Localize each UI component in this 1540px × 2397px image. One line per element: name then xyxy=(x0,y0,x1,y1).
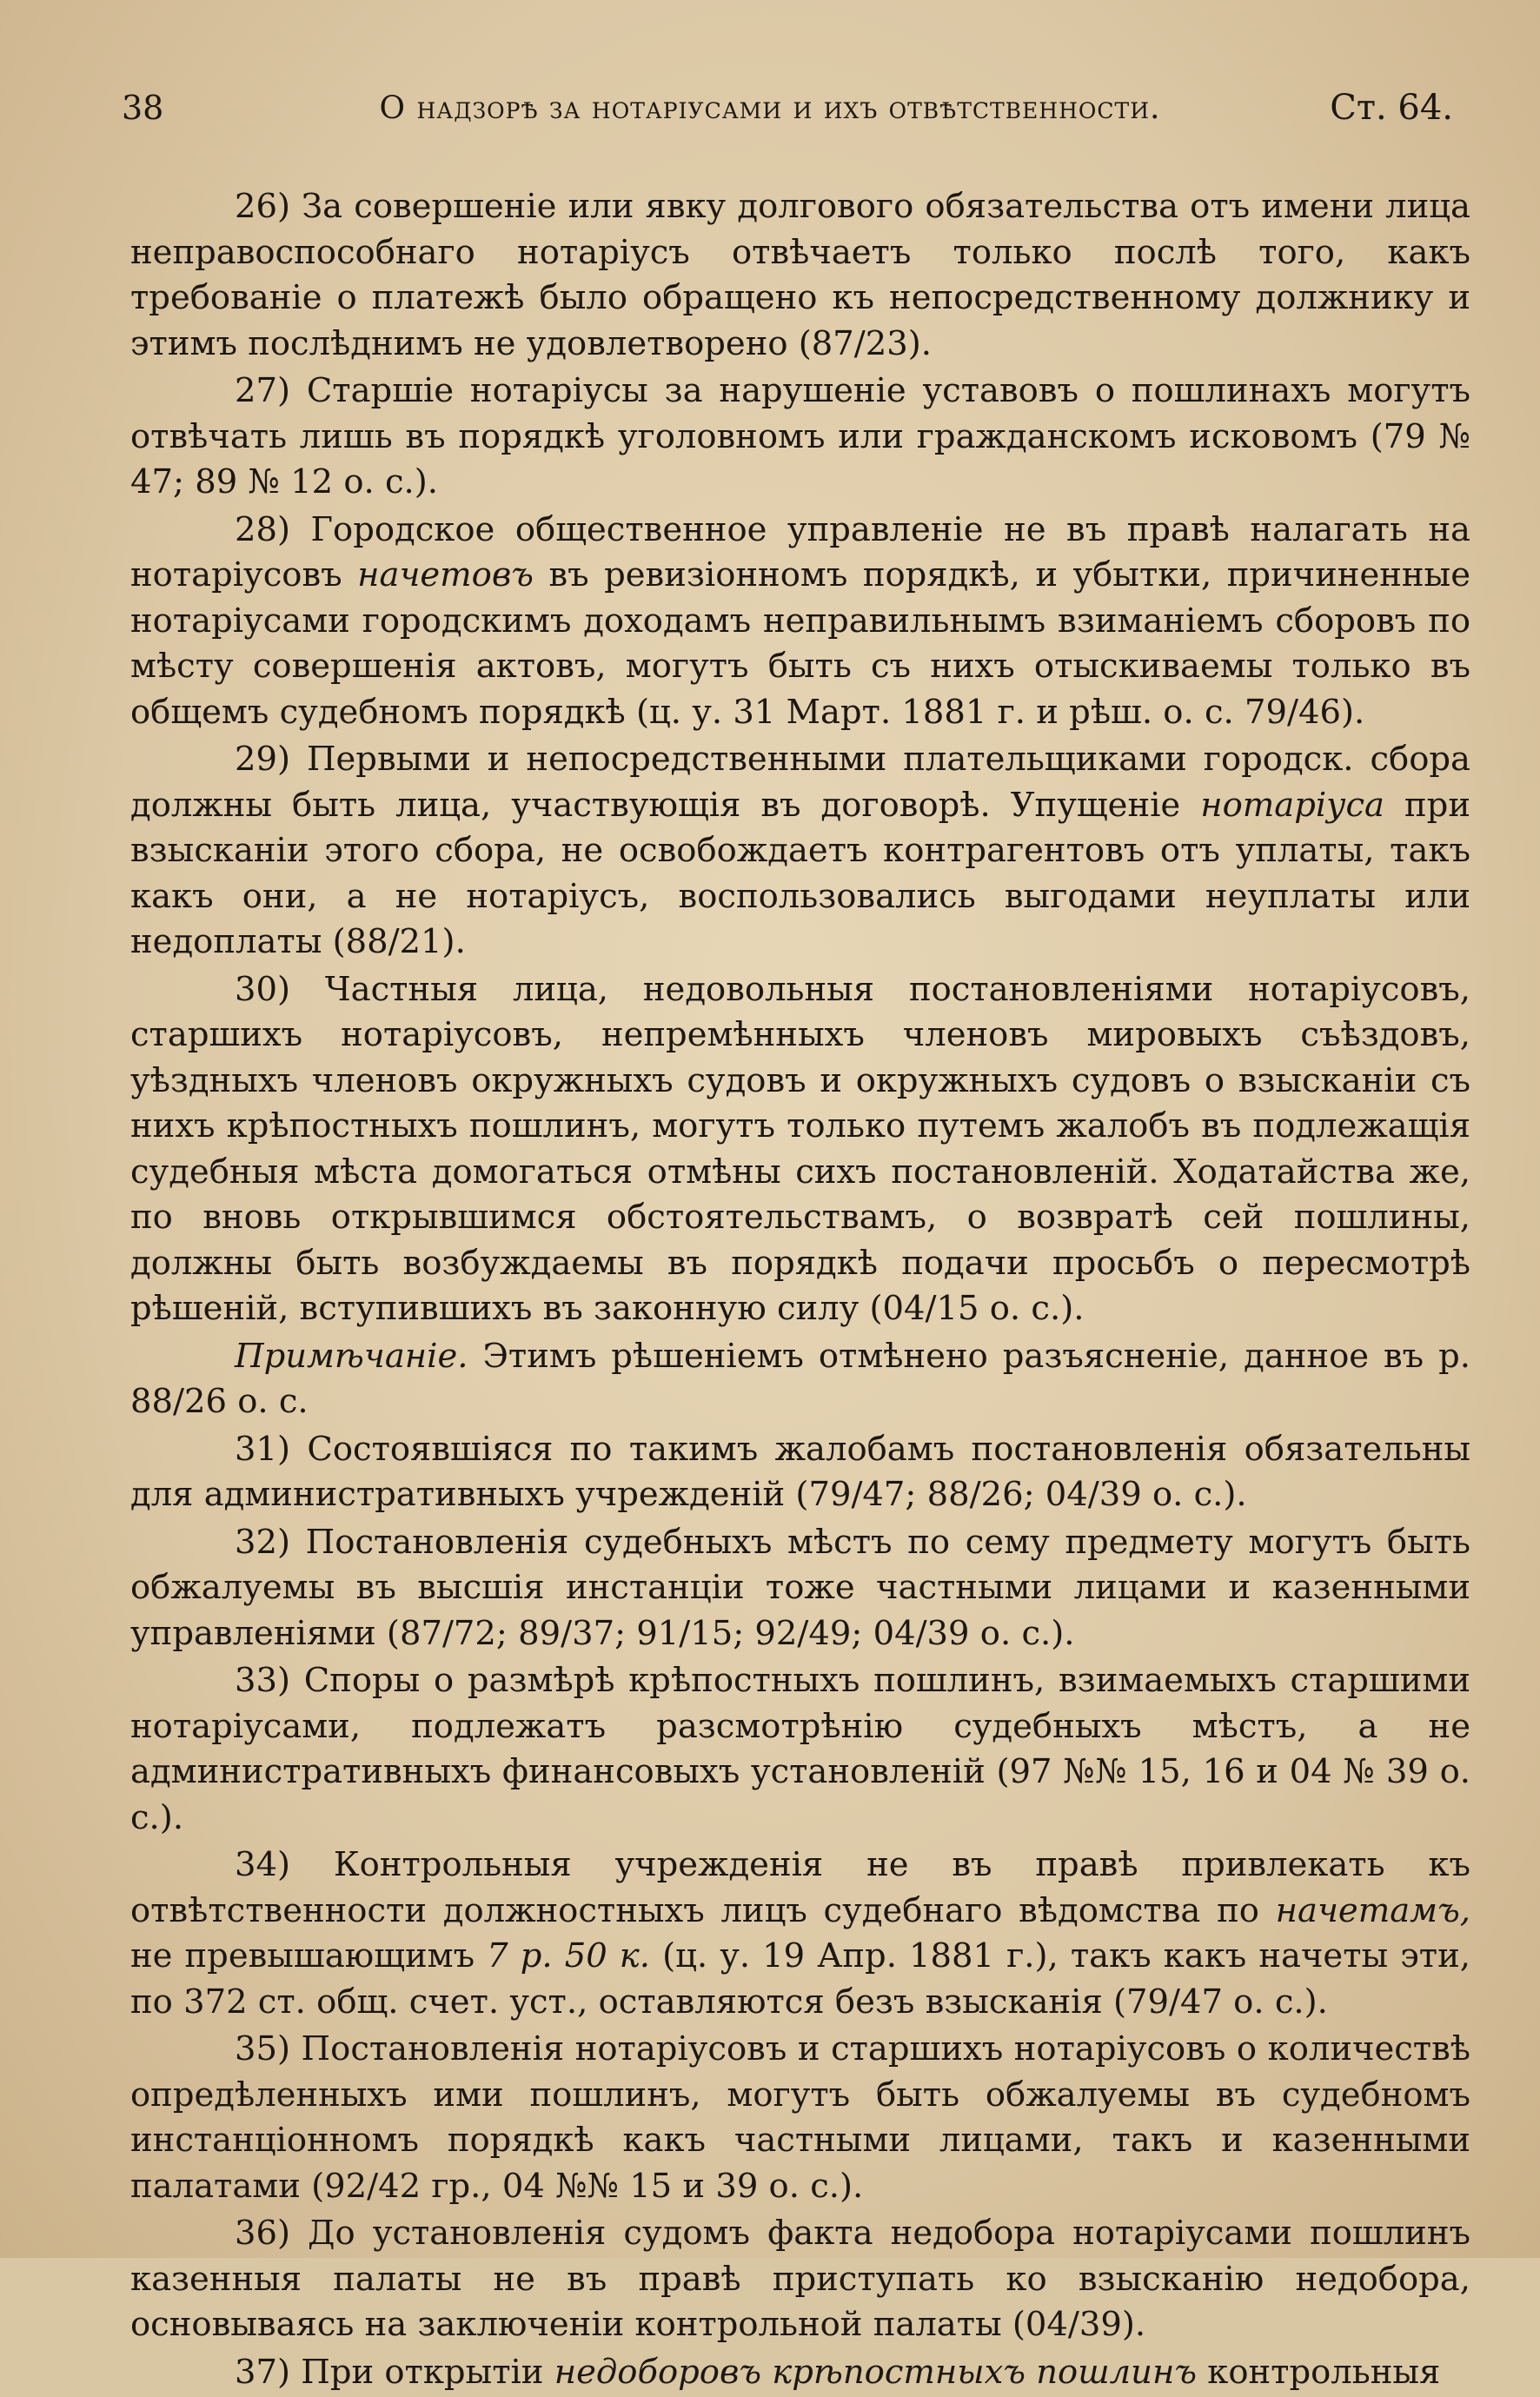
italic-term: начетамъ, xyxy=(1275,1890,1470,1930)
page-body xyxy=(130,184,1470,2397)
paragraph-text: 26) За совершеніе или явку долгового обязательства отъ имени лица неправоспособнаго нотаріусъ отвѣчаетъ только послѣ того, какъ требованіе о платежѣ было обращено къ непосредственному должнику и этимъ послѣднимъ не удовлетворено (87/23). xyxy=(130,187,1470,363)
italic-amount: 7 р. 50 к. xyxy=(487,1936,651,1975)
paragraph-27 xyxy=(130,369,1470,506)
italic-term: начетовъ xyxy=(357,555,534,594)
paragraph-36 xyxy=(130,2211,1470,2348)
paragraph-text: 36) До установленія судомъ факта недобора нотаріусами пошлинъ казенныя палаты не въ правѣ приступать ко взысканію недобора, основываясь на заключеніи контрольной палаты (04/39). xyxy=(130,2214,1470,2344)
paragraph-text: 30) Частныя лица, недовольныя постановленіями нотаріусовъ, старшихъ нотаріусовъ, непремѣнныхъ членовъ мировыхъ съѣздовъ, уѣздныхъ членовъ окружныхъ судовъ и окружныхъ судовъ о взысканіи съ нихъ крѣпостныхъ пошлинъ, могутъ только путемъ жалобъ въ подлежащія судебныя мѣста домогаться отмѣны сихъ постановленій. Ходатайства же, по вновь открывшимся обстоятельствамъ, о возвратѣ сей пошлины, должны быть возбуждаемы въ порядкѣ подачи просьбъ о пересмотрѣ рѣшеній, вступившихъ въ законную силу (04/15 о. с.). xyxy=(130,969,1470,1328)
article-reference: Ст. 64. xyxy=(1330,88,1453,128)
paragraph-35 xyxy=(130,2027,1470,2209)
paragraph-text: 28) Городское общественное управленіе не въ правѣ налагать на нотаріусовъ xyxy=(130,509,1470,594)
italic-term: нотаріуса xyxy=(1200,785,1385,825)
italic-term: недоборовъ крѣпостныхъ пошлинъ xyxy=(554,2352,1198,2392)
note-label: Примѣчаніе. xyxy=(235,1336,468,1376)
paragraph-text: 33) Споры о размѣрѣ крѣпостныхъ пошлинъ, взимаемыхъ старшими нотаріусами, подлежатъ разсмотрѣнію судебныхъ мѣстъ, а не административныхъ финансовыхъ установленій (97 №№ 15, 16 и 04 № 39 о. с.). xyxy=(130,1661,1470,1837)
paragraph-26 xyxy=(130,184,1470,367)
paragraph-text: Этимъ рѣшеніемъ отмѣнено разъясненіе, данное въ р. 88/26 о. с. xyxy=(130,1336,1470,1421)
paragraph-34 xyxy=(130,1843,1470,2025)
paragraph-28 xyxy=(130,508,1470,736)
paragraph-29 xyxy=(130,737,1470,966)
paragraph-32 xyxy=(130,1520,1470,1657)
paragraph-text: 34) Контрольныя учрежденія не въ правѣ привлекать къ отвѣтственности должностныхъ лицъ судебнаго вѣдомства по xyxy=(130,1845,1470,1930)
paragraph-text: 31) Состоявшіяся по такимъ жалобамъ постановленія обязательны для административныхъ учрежденій (79/47; 88/26; 04/39 о. с.). xyxy=(130,1429,1470,1514)
running-title: О надзорѣ за нотаріусами и ихъ отвѣтственности. xyxy=(379,90,1161,126)
paragraph-text: (ц. у. 19 Апр. 1881 г.), такъ какъ начеты эти, по 372 ст. общ. счет. уст., оставляются безъ взысканія (79/47 о. с.). xyxy=(130,1936,1470,2022)
paragraph-text: не превышающимъ xyxy=(130,1936,488,1975)
paragraph-text: 27) Старшіе нотаріусы за нарушеніе уставовъ о пошлинахъ могутъ отвѣчать лишь въ порядкѣ уголовномъ или гражданскомъ исковомъ (79 № 47; 89 № 12 о. с.). xyxy=(130,371,1470,501)
paragraph-30 xyxy=(130,967,1470,1332)
paragraph-31 xyxy=(130,1427,1470,1518)
paragraph-text: 35) Постановленія нотаріусовъ и старшихъ нотаріусовъ о количествѣ опредѣленныхъ ими пошлинъ, могутъ быть обжалуемы въ судебномъ инстанціонномъ порядкѣ какъ частными лицами, такъ и казенными палатами (92/42 гр., 04 №№ 15 и 39 о. с.). xyxy=(130,2029,1470,2206)
paragraph-text: контрольныя xyxy=(1197,2352,1441,2392)
note-paragraph xyxy=(130,1334,1470,1425)
paragraph-33 xyxy=(130,1658,1470,1841)
page-number: 38 xyxy=(122,89,164,127)
page-header xyxy=(122,83,1453,132)
paragraph-text: 37) При открытіи xyxy=(235,2352,554,2392)
paragraph-text: при взысканіи этого сбора, не освобождаетъ контрагентовъ отъ уплаты, такъ какъ они, а не нотаріусъ, воспользовались выгодами неуплаты или недоплаты (88/21). xyxy=(130,785,1470,961)
paragraph-text: въ ревизіонномъ порядкѣ, и убытки, причиненные нотаріусами городскимъ доходамъ неправильнымъ взиманіемъ сборовъ по мѣсту совершенія актовъ, могутъ быть съ нихъ отыскиваемы только въ общемъ судебномъ порядкѣ (ц. у. 31 Март. 1881 г. и рѣш. о. с. 79/46). xyxy=(130,555,1470,732)
paragraph-text: 32) Постановленія судебныхъ мѣстъ по сему предмету могутъ быть обжалуемы въ высшія инстанціи тоже частными лицами и казенными управленіями (87/72; 89/37; 91/15; 92/49; 04/39 о. с.). xyxy=(130,1522,1470,1653)
paragraph-37 xyxy=(130,2350,1470,2396)
paragraph-text: 29) Первыми и непосредственными плательщиками городск. сбора должны быть лица, участвующія въ договорѣ. Упущеніе xyxy=(130,740,1470,825)
